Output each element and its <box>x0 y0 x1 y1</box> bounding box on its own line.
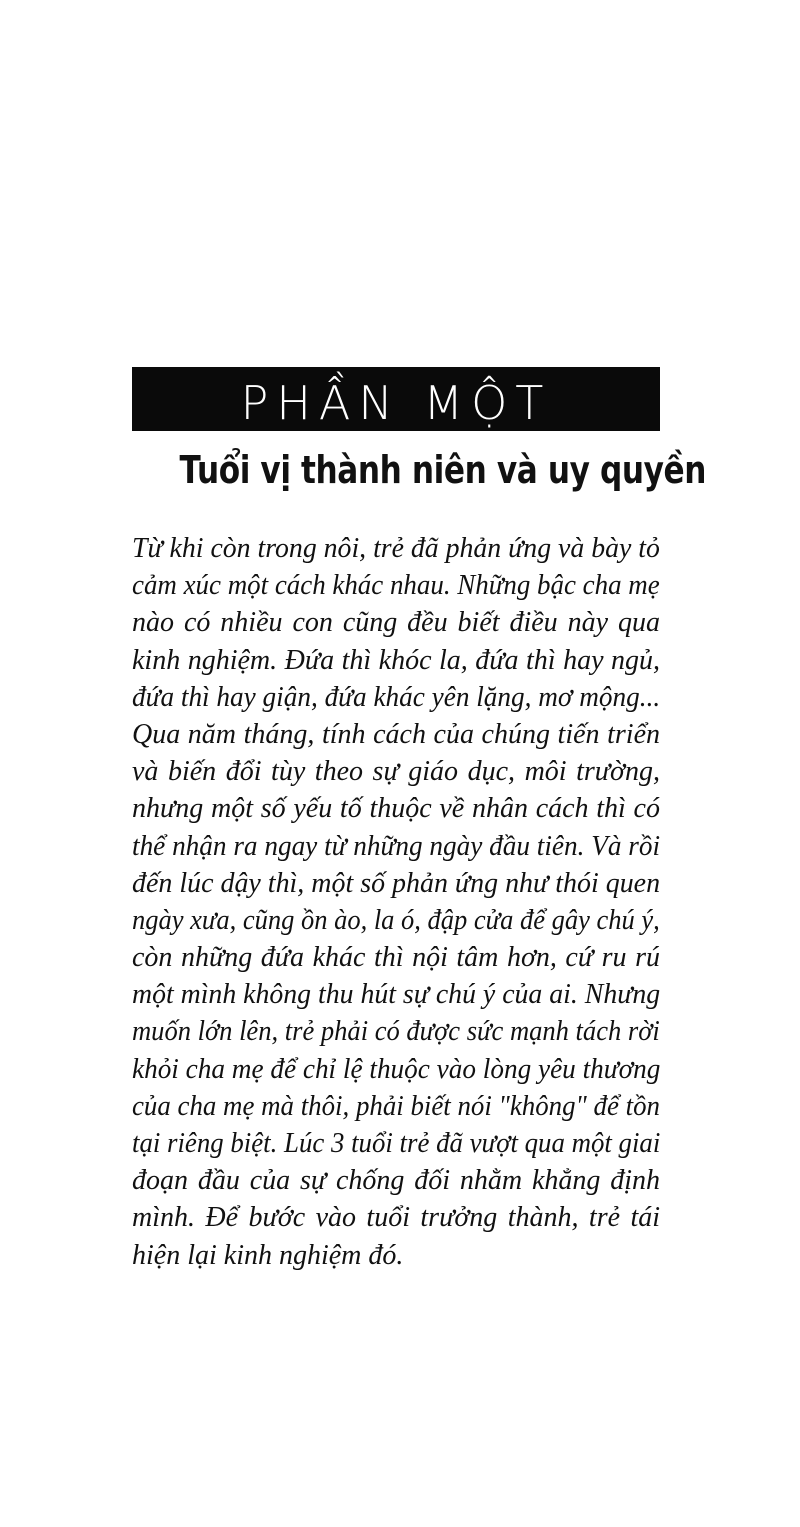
paragraph-line: tại riêng biệt. Lúc 3 tuổi trẻ đã vượt qua một giai <box>132 1128 661 1159</box>
part-banner <box>132 367 660 431</box>
paragraph-line: đoạn đầu của sự chống đối nhằm khẳng định <box>132 1165 660 1197</box>
part-label: PHẦN MỘT <box>240 376 552 430</box>
paragraph-line: thể nhận ra ngay từ những ngày đầu tiên. Và rồi <box>132 830 661 862</box>
paragraph-line: Qua năm tháng, tính cách của chúng tiến triển <box>132 718 660 750</box>
paragraph-line: của cha mẹ mà thôi, phải biết nói "không" để tồn <box>132 1090 660 1122</box>
chapter-title: Tuổi vị thành niên và uy quyền <box>179 448 707 492</box>
paragraph-line: Từ khi còn trong nôi, trẻ đã phản ứng và bày tỏ <box>132 533 660 564</box>
paragraph-line: ngày xưa, cũng ồn ào, la ó, đập cửa để gây chú ý, <box>132 904 660 936</box>
paragraph-line: kinh nghiệm. Đứa thì khóc la, đứa thì hay ngủ, <box>132 644 660 676</box>
paragraph-line: mình. Để bước vào tuổi trưởng thành, trẻ tái <box>132 1202 660 1234</box>
paragraph-line: còn những đứa khác thì nội tâm hơn, cứ ru rú <box>132 942 660 974</box>
body-paragraph <box>132 530 660 1274</box>
paragraph-line: nào có nhiều con cũng đều biết điều này qua <box>132 607 660 639</box>
paragraph-line: muốn lớn lên, trẻ phải có được sức mạnh tách rời <box>132 1016 660 1048</box>
paragraph-line: hiện lại kinh nghiệm đó. <box>132 1239 404 1271</box>
paragraph-line: một mình không thu hút sự chú ý của ai. Nhưng <box>132 979 661 1011</box>
paragraph-line: đứa thì hay giận, đứa khác yên lặng, mơ mộng... <box>132 681 661 713</box>
paragraph-line: cảm xúc một cách khác nhau. Những bậc cha mẹ <box>132 570 660 602</box>
paragraph-line: khỏi cha mẹ để chỉ lệ thuộc vào lòng yêu thương <box>132 1053 661 1085</box>
paragraph-line: đến lúc dậy thì, một số phản ứng như thói quen <box>132 867 661 899</box>
paragraph-line: nhưng một số yếu tố thuộc về nhân cách thì có <box>132 793 660 825</box>
paragraph-line: và biến đổi tùy theo sự giáo dục, môi trường, <box>132 756 660 788</box>
